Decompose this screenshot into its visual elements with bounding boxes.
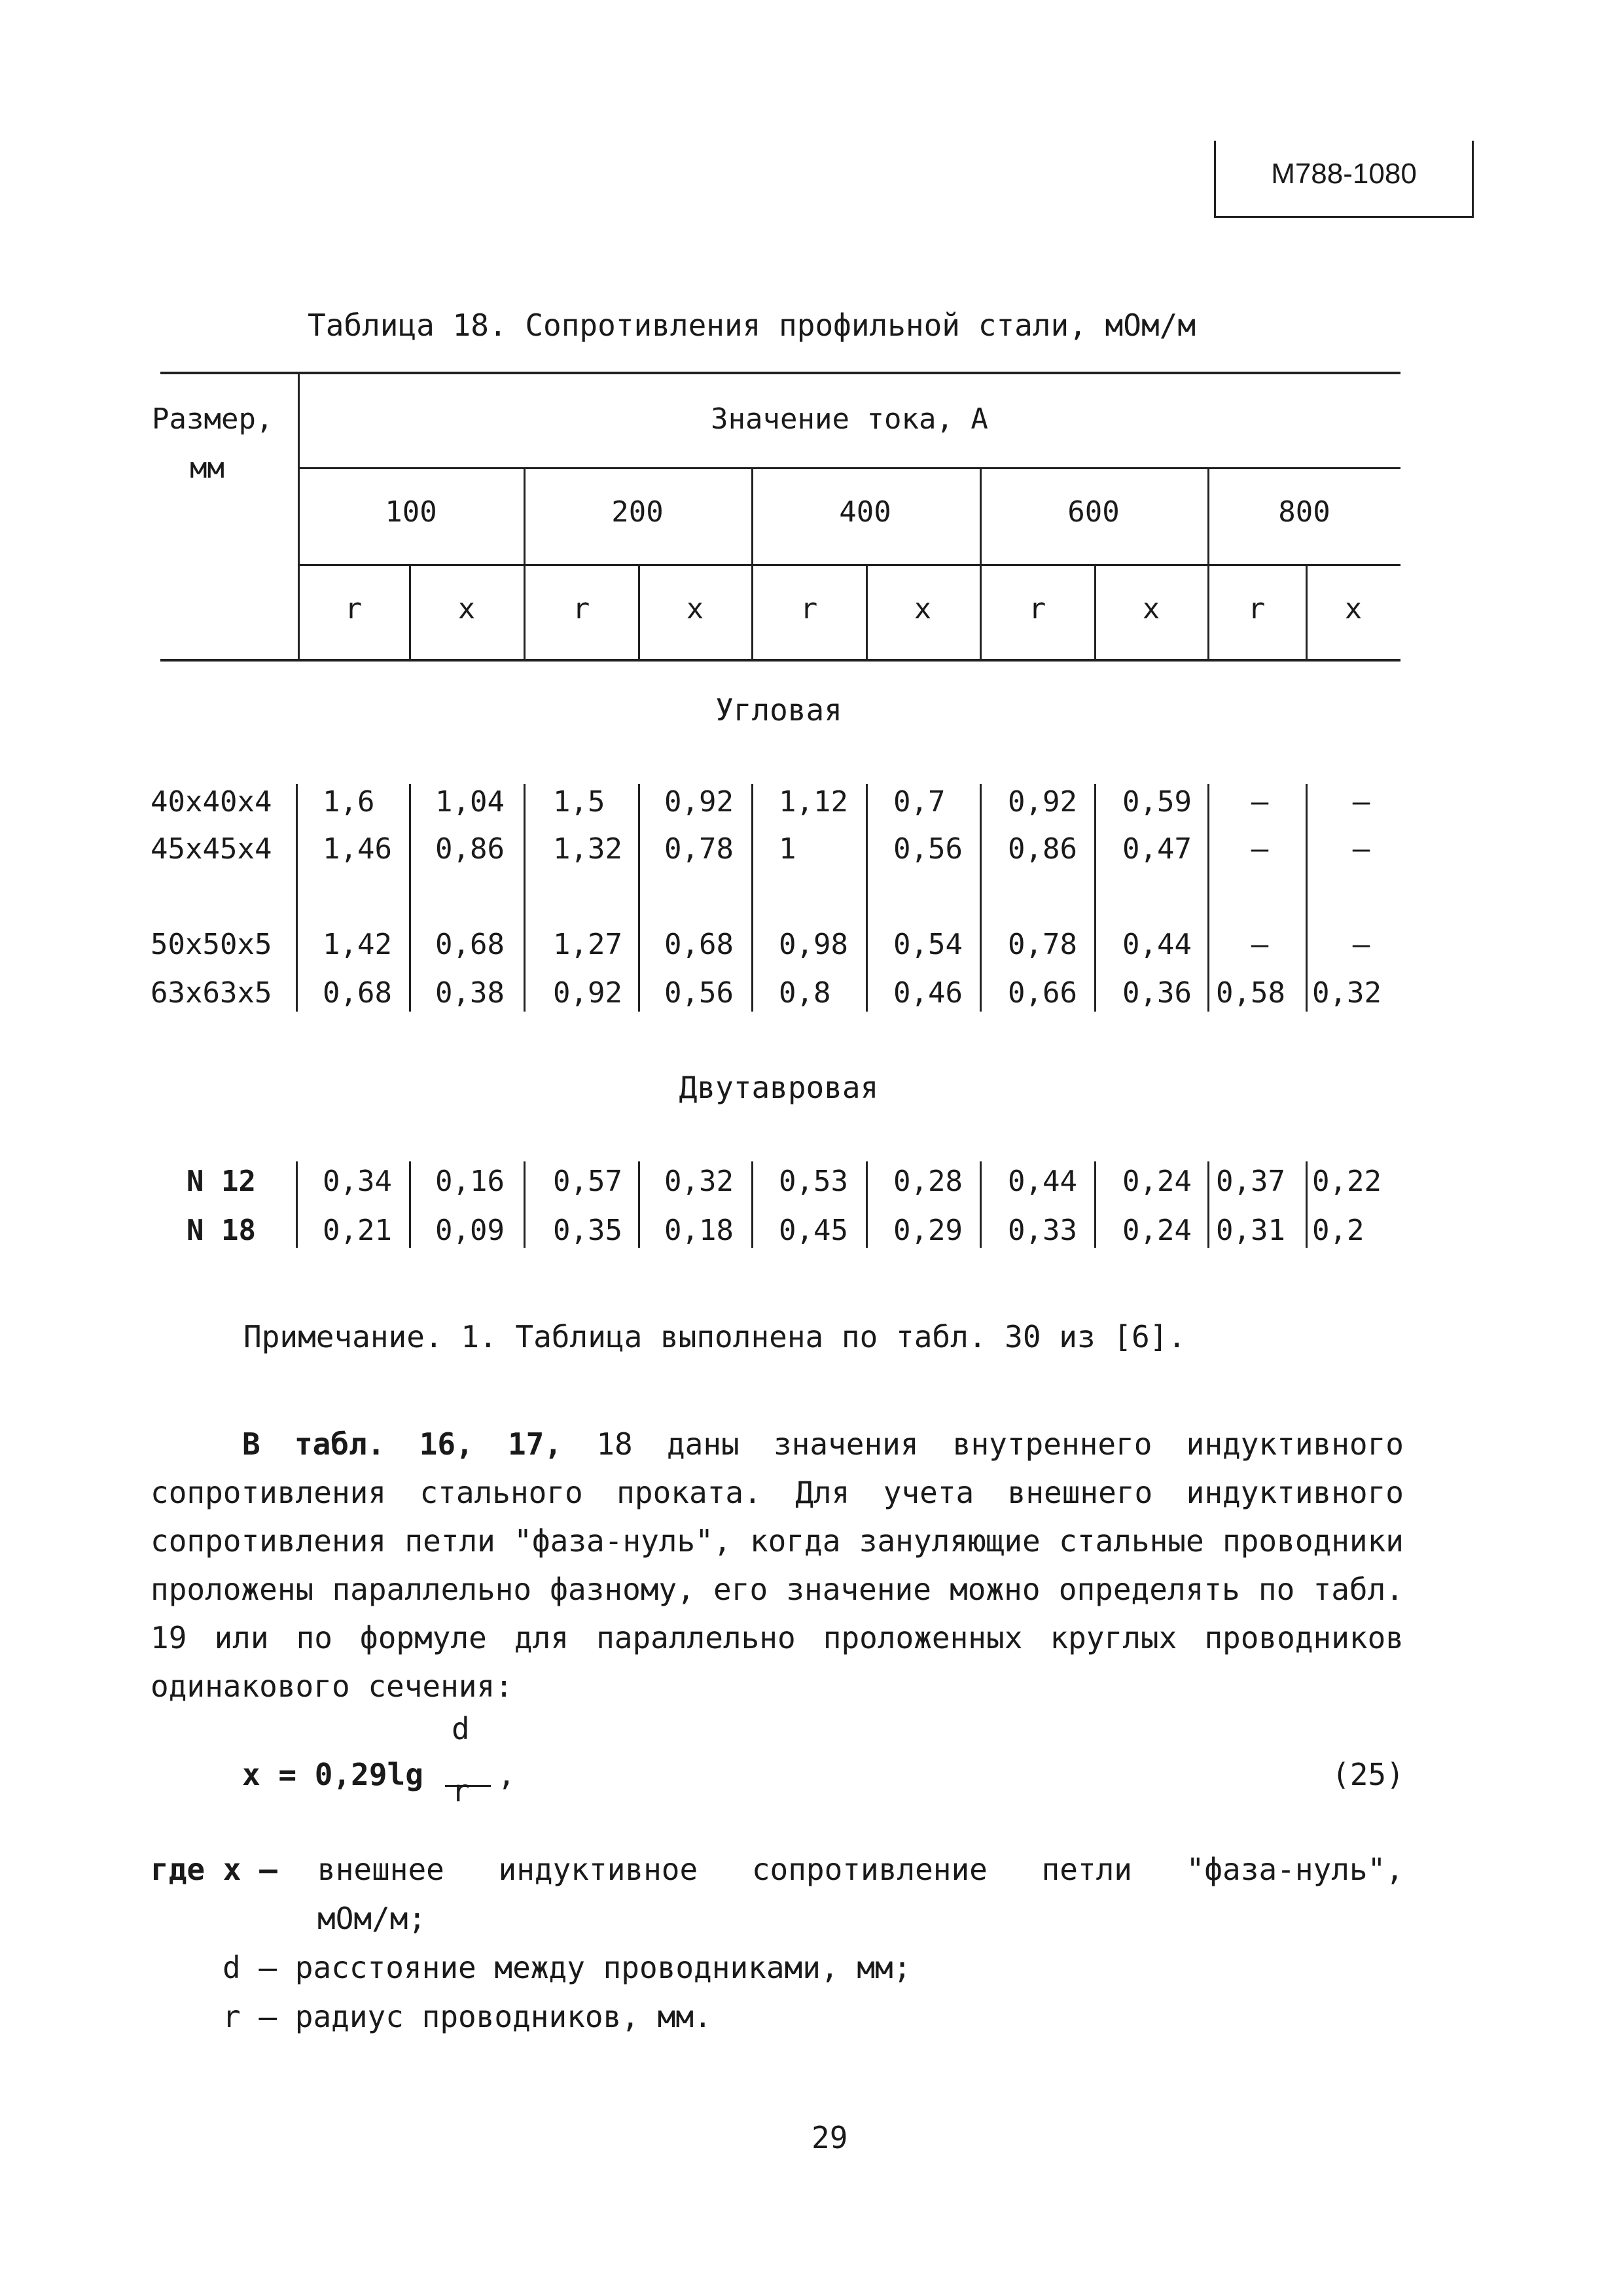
cell-x-400: 0,56: [893, 832, 963, 866]
document-code-box: [1214, 141, 1474, 218]
row-size: 50x50x5: [151, 928, 272, 961]
cell-x-600: 0,36: [1122, 976, 1192, 1010]
cell-r-400: 0,45: [779, 1214, 848, 1247]
cell-x-200: 0,92: [664, 785, 734, 819]
angle-col-divider-6: [980, 784, 982, 1012]
cell-x-400: 0,54: [893, 928, 963, 961]
size-column-divider: [298, 372, 300, 662]
cell-x-100: 0,86: [435, 832, 505, 866]
cell-x-400: 0,46: [893, 976, 963, 1010]
cell-x-600: 0,47: [1122, 832, 1192, 866]
cell-x-400: 0,29: [893, 1214, 963, 1247]
cell-r-200: 0,57: [553, 1165, 622, 1198]
angle-col-divider-9: [1306, 784, 1308, 1012]
section-angle-title: Угловая: [715, 692, 842, 728]
cell-r-100: 1,46: [323, 832, 392, 866]
current-600: 600: [1067, 495, 1120, 529]
cell-x-600: 0,59: [1122, 785, 1192, 819]
current-200: 200: [611, 495, 664, 529]
current-divider-2: [751, 467, 753, 662]
cell-x-800: –: [1352, 785, 1370, 819]
subcol-r-400: r: [800, 592, 818, 626]
cell-r-600: 0,78: [1008, 928, 1077, 961]
cell-x-800: 0,32: [1312, 976, 1382, 1010]
ibeam-col-divider-5: [866, 1161, 868, 1248]
ibeam-col-divider-6: [980, 1161, 982, 1248]
cell-x-100: 0,38: [435, 976, 505, 1010]
subcol-x-800: x: [1344, 592, 1363, 626]
angle-col-divider-2: [524, 784, 526, 1012]
cell-x-400: 0,7: [893, 785, 946, 819]
paragraph-lead: В табл. 16, 17,: [242, 1426, 563, 1462]
current-400: 400: [839, 495, 891, 529]
rx-divider-600: [1094, 564, 1096, 662]
current-divider-1: [524, 467, 526, 662]
subcol-r-800: r: [1247, 592, 1266, 626]
cell-r-800: –: [1251, 928, 1269, 961]
cell-x-100: 0,68: [435, 928, 505, 961]
rx-divider-100: [409, 564, 411, 662]
formula-suffix: ,: [497, 1757, 516, 1792]
cell-r-400: 0,53: [779, 1165, 848, 1198]
cell-x-600: 0,44: [1122, 928, 1192, 961]
table-note: Примечание. 1. Таблица выполнена по табл. 30 из [6].: [243, 1319, 1186, 1354]
legend-where: где x –: [151, 1852, 277, 1887]
subcol-r-100: r: [344, 592, 363, 626]
cell-x-200: 0,32: [664, 1165, 734, 1198]
cell-x-800: 0,22: [1312, 1165, 1382, 1198]
ibeam-col-divider-8: [1207, 1161, 1209, 1248]
ibeam-col-divider-3: [638, 1161, 640, 1248]
equation-number: (25): [1332, 1757, 1404, 1792]
cell-r-400: 0,8: [779, 976, 831, 1010]
cell-r-400: 1,12: [779, 785, 848, 819]
cell-r-800: 0,58: [1216, 976, 1285, 1010]
cell-r-200: 1,32: [553, 832, 622, 866]
cell-x-100: 1,04: [435, 785, 505, 819]
row-size: N 18: [187, 1214, 256, 1247]
legend-r-description: r – радиус проводников, мм.: [223, 1999, 712, 2034]
current-header-rule: [298, 467, 1400, 469]
cell-x-100: 0,16: [435, 1165, 505, 1198]
cell-r-600: 0,66: [1008, 976, 1077, 1010]
cell-x-200: 0,56: [664, 976, 734, 1010]
formula-denominator: r: [452, 1773, 470, 1809]
cell-r-200: 1,27: [553, 928, 622, 961]
table-title: Таблица 18. Сопротивления профильной стали, мОм/м: [308, 308, 1196, 343]
cell-r-400: 1: [779, 832, 796, 866]
angle-size-divider: [296, 784, 298, 1012]
cell-r-600: 0,86: [1008, 832, 1077, 866]
subcol-r-600: r: [1028, 592, 1046, 626]
cell-r-100: 1,6: [323, 785, 375, 819]
cell-x-100: 0,09: [435, 1214, 505, 1247]
legend-x-description: внешнее индуктивное сопротивление петли "фаза-нуль",: [317, 1852, 1404, 1887]
size-header-unit: мм: [190, 451, 224, 485]
angle-col-divider-5: [866, 784, 868, 1012]
subcol-x-100: x: [457, 592, 476, 626]
cell-x-800: 0,2: [1312, 1214, 1364, 1247]
subcol-r-200: r: [572, 592, 590, 626]
ibeam-col-divider-4: [751, 1161, 753, 1248]
row-size: 40x40x4: [151, 785, 272, 819]
cell-x-200: 0,68: [664, 928, 734, 961]
subcol-x-400: x: [914, 592, 932, 626]
row-size: 45x45x4: [151, 832, 272, 866]
cell-r-100: 0,21: [323, 1214, 392, 1247]
cell-x-200: 0,18: [664, 1214, 734, 1247]
cell-r-800: 0,37: [1216, 1165, 1285, 1198]
cell-x-400: 0,28: [893, 1165, 963, 1198]
table-header-bottom-rule: [160, 659, 1400, 662]
row-size: N 12: [187, 1165, 256, 1198]
ibeam-size-divider: [296, 1161, 298, 1248]
current-800: 800: [1278, 495, 1330, 529]
document-code: М788-1080: [1271, 157, 1417, 190]
angle-col-divider-1: [409, 784, 411, 1012]
row-size: 63x63x5: [151, 976, 272, 1010]
table-top-rule: [160, 372, 1400, 374]
angle-col-divider-7: [1094, 784, 1096, 1012]
subcol-x-200: x: [686, 592, 704, 626]
cell-x-600: 0,24: [1122, 1214, 1192, 1247]
rx-divider-800: [1306, 564, 1308, 662]
angle-col-divider-4: [751, 784, 753, 1012]
body-paragraph: [151, 1420, 1404, 1710]
current-100: 100: [385, 495, 437, 529]
cell-r-800: –: [1251, 785, 1269, 819]
cell-r-400: 0,98: [779, 928, 848, 961]
legend-x-unit: мОм/м;: [317, 1901, 427, 1936]
cell-x-800: –: [1352, 928, 1370, 961]
angle-col-divider-8: [1207, 784, 1209, 1012]
formula-expression: x = 0,29lg: [242, 1757, 423, 1792]
current-header: Значение тока, А: [711, 402, 988, 436]
current-divider-4: [1207, 467, 1209, 662]
ibeam-col-divider-9: [1306, 1161, 1308, 1248]
ibeam-col-divider-2: [524, 1161, 526, 1248]
cell-r-100: 0,34: [323, 1165, 392, 1198]
subcol-x-600: x: [1142, 592, 1160, 626]
ibeam-col-divider-7: [1094, 1161, 1096, 1248]
current-values-rule: [298, 564, 1400, 566]
section-ibeam-title: Двутавровая: [679, 1070, 879, 1105]
cell-r-800: –: [1251, 832, 1269, 866]
cell-r-100: 1,42: [323, 928, 392, 961]
cell-r-200: 0,35: [553, 1214, 622, 1247]
legend-d-description: d – расстояние между проводниками, мм;: [223, 1950, 912, 1985]
cell-r-200: 0,92: [553, 976, 622, 1010]
ibeam-col-divider-1: [409, 1161, 411, 1248]
formula-lhs: [242, 1757, 423, 1792]
angle-col-divider-3: [638, 784, 640, 1012]
cell-r-800: 0,31: [1216, 1214, 1285, 1247]
page-number: 29: [812, 2120, 848, 2155]
cell-r-600: 0,44: [1008, 1165, 1077, 1198]
cell-x-600: 0,24: [1122, 1165, 1192, 1198]
cell-r-200: 1,5: [553, 785, 605, 819]
size-header: Размер,: [152, 402, 274, 436]
rx-divider-200: [638, 564, 640, 662]
cell-r-600: 0,33: [1008, 1214, 1077, 1247]
cell-x-200: 0,78: [664, 832, 734, 866]
cell-r-100: 0,68: [323, 976, 392, 1010]
cell-x-800: –: [1352, 832, 1370, 866]
paragraph-text: 18 даны значения внутреннего индуктивного сопротивления стального проката. Для учета внешнего индуктивного сопротивления петли "фаза-нуль", когда зануляющие стальные проводники проложены параллельно фазному, его значение можно определять по табл. 19 или по формуле для параллельно проложенных круглых проводников одинакового сечения:: [151, 1426, 1404, 1704]
rx-divider-400: [866, 564, 868, 662]
current-divider-3: [980, 467, 982, 662]
cell-r-600: 0,92: [1008, 785, 1077, 819]
formula-numerator: d: [452, 1711, 470, 1746]
